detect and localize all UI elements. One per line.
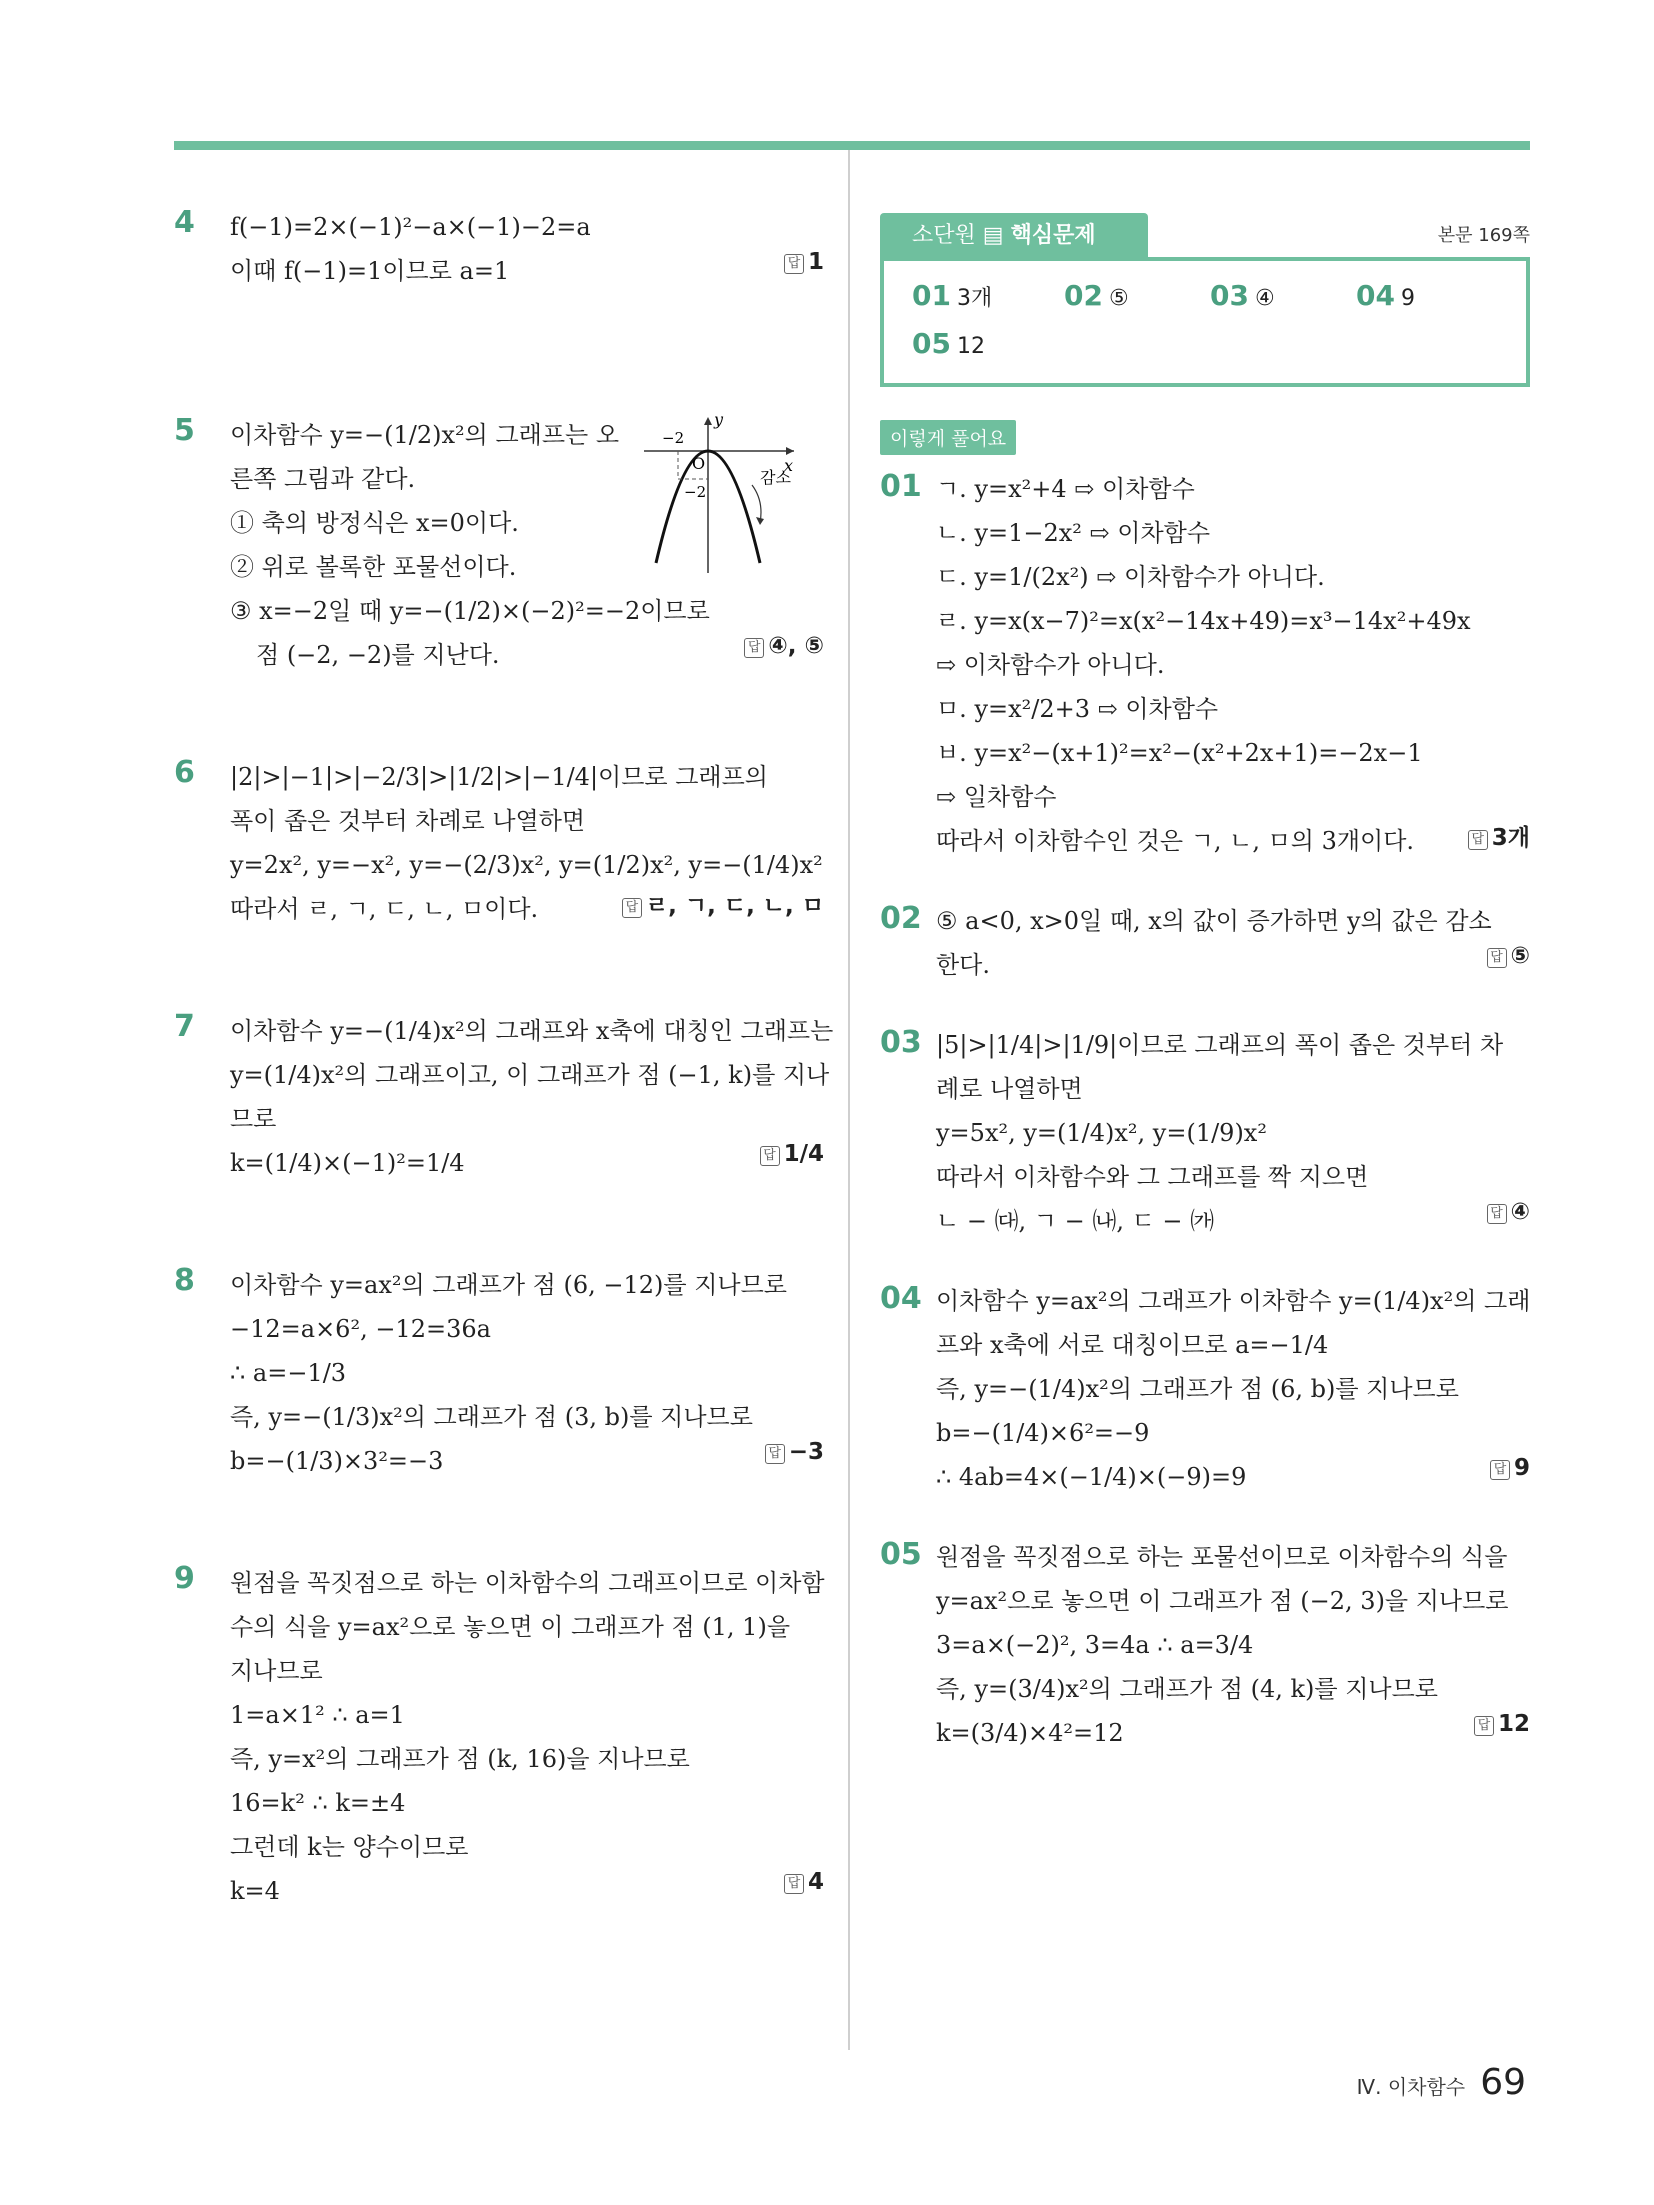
solution-line: 따라서 ㄹ, ㄱ, ㄷ, ㄴ, ㅁ이다. <box>230 895 539 923</box>
solution-line: |2|>|−1|>|−2/3|>|1/2|>|−1/4|이므로 그래프의 <box>230 763 768 791</box>
answer-value: −3 <box>788 1439 824 1465</box>
summary-header <box>880 213 1148 259</box>
answer <box>1487 1199 1530 1225</box>
solution-line: 한다. <box>936 951 990 979</box>
solution-line: 즉, y=x²의 그래프가 점 (k, 16)을 지나므로 <box>230 1745 690 1773</box>
solution-line: 즉, y=−(1/4)x²의 그래프가 점 (6, b)를 지나므로 <box>936 1375 1459 1403</box>
summary-prefix: 소단원 <box>912 223 976 248</box>
graph-y-label: y <box>714 413 724 429</box>
top-accent-bar <box>174 141 1530 150</box>
summary-item-value: ④ <box>1254 286 1275 311</box>
left-column <box>174 205 834 1991</box>
solution-line: 원점을 꼭짓점으로 하는 포물선이므로 이차함수의 식을 <box>936 1543 1508 1571</box>
graph-neg2-y: −2 <box>684 483 707 501</box>
graph-decrease-label: 감소 <box>760 468 791 487</box>
problem-8 <box>174 1263 824 1483</box>
solution-line: 수의 식을 y=ax²으로 놓으면 이 그래프가 점 (1, 1)을 <box>230 1613 791 1641</box>
summary-item-value: ⑤ <box>1108 286 1129 311</box>
solution-line: b=−(1/4)×6²=−9 <box>936 1419 1150 1447</box>
answer-value: 1 <box>807 249 824 275</box>
solution-line: 3=a×(−2)², 3=4a ∴ a=3/4 <box>936 1631 1254 1659</box>
summary-item-number: 04 <box>1356 279 1395 312</box>
solution-line: ∴ 4ab=4×(−1/4)×(−9)=9 <box>936 1463 1247 1491</box>
solution-number: 01 <box>880 469 922 504</box>
page-footer <box>1357 2062 1526 2103</box>
solution-line: b=−(1/3)×3²=−3 <box>230 1447 444 1475</box>
solution-02 <box>880 899 1530 987</box>
answer <box>622 887 824 920</box>
solution-line: |5|>|1/4|>|1/9|이므로 그래프의 폭이 좁은 것부터 차 <box>936 1031 1504 1059</box>
answer <box>1490 1455 1530 1481</box>
summary-item-number: 02 <box>1064 279 1103 312</box>
solution-line: 므로 <box>230 1105 277 1133</box>
solution-line: 례로 나열하면 <box>936 1075 1083 1103</box>
column-divider <box>848 150 850 2050</box>
problem-number: 4 <box>174 205 195 240</box>
solution-line: k=(3/4)×4²=12 <box>936 1719 1124 1747</box>
answer-value: 12 <box>1497 1711 1530 1737</box>
answer-tag-icon: 답 <box>1487 948 1507 968</box>
solution-line: 즉, y=−(1/3)x²의 그래프가 점 (3, b)를 지나므로 <box>230 1403 753 1431</box>
answer <box>1474 1711 1530 1737</box>
solution-line: ⇨ 일차함수 <box>936 783 1057 811</box>
answer-value: ④, ⑤ <box>768 633 824 659</box>
problem-7 <box>174 1009 834 1185</box>
answer <box>760 1141 824 1167</box>
summary-title: 핵심문제 <box>1010 223 1096 248</box>
solution-line: ㅁ. y=x²/2+3 ⇨ 이차함수 <box>936 695 1219 723</box>
solution-line: 프와 x축에 서로 대칭이므로 a=−1/4 <box>936 1331 1329 1359</box>
summary-item <box>1356 279 1415 312</box>
solution-line: 즉, y=(3/4)x²의 그래프가 점 (4, k)를 지나므로 <box>936 1675 1438 1703</box>
problem-number: 5 <box>174 413 195 448</box>
summary-item-number: 03 <box>1210 279 1249 312</box>
summary-item-value: 9 <box>1400 286 1415 311</box>
solution-05 <box>880 1535 1530 1755</box>
answer <box>1468 819 1530 852</box>
answer-tag-icon: 답 <box>1468 830 1488 850</box>
answer-value: ⑤ <box>1510 943 1530 969</box>
solution-number: 04 <box>880 1281 922 1316</box>
solution-line: 이차함수 y=ax²의 그래프가 이차함수 y=(1/4)x²의 그래 <box>936 1287 1531 1315</box>
solution-line: 이차함수 y=−(1/4)x²의 그래프와 x축에 대칭인 그래프는 <box>230 1017 834 1045</box>
solution-line: ⇨ 이차함수가 아니다. <box>936 651 1165 679</box>
solution-line: y=5x², y=(1/4)x², y=(1/9)x² <box>936 1119 1267 1147</box>
answer-tag-icon: 답 <box>622 898 642 918</box>
summary-answers-frame <box>880 257 1530 387</box>
answer-tag-icon: 답 <box>760 1146 780 1166</box>
solution-line: ㄴ. y=1−2x² ⇨ 이차함수 <box>936 519 1211 547</box>
solution-label: 이렇게 풀어요 <box>880 420 1016 455</box>
solution-01 <box>880 467 1530 863</box>
answer-value: 4 <box>807 1869 824 1895</box>
solution-line: ㄷ. y=1/(2x²) ⇨ 이차함수가 아니다. <box>936 563 1325 591</box>
answer-tag-icon: 답 <box>1490 1460 1510 1480</box>
answer-value: 9 <box>1513 1455 1530 1481</box>
solution-line: 이차함수 y=ax²의 그래프가 점 (6, −12)를 지나므로 <box>230 1271 787 1299</box>
book-icon: ▤ <box>982 223 1004 248</box>
problem-number: 6 <box>174 755 195 790</box>
solution-line: 이차함수 y=−(1/2)x²의 그래프는 오 <box>230 421 620 449</box>
answer <box>1487 943 1530 969</box>
graph-neg2-x: −2 <box>662 429 685 447</box>
answer <box>784 249 824 275</box>
answer-tag-icon: 답 <box>1487 1204 1507 1224</box>
solution-line: ㄱ. y=x²+4 ⇨ 이차함수 <box>936 475 1195 503</box>
summary-item <box>1210 279 1275 312</box>
answer-tag-icon: 답 <box>784 254 804 274</box>
problem-4 <box>174 205 824 293</box>
graph-x-label: x <box>784 456 794 475</box>
summary-box <box>880 205 1530 390</box>
answer-value: ④ <box>1510 1199 1530 1225</box>
graph-origin: O <box>692 454 706 473</box>
solution-line: 16=k² ∴ k=±4 <box>230 1789 406 1817</box>
parabola-graph <box>634 413 804 583</box>
solution-line: 이때 f(−1)=1이므로 a=1 <box>230 257 510 285</box>
answer-tag-icon: 답 <box>744 638 764 658</box>
solution-03 <box>880 1023 1530 1243</box>
summary-item-value: 12 <box>956 334 985 359</box>
answer-value: 3개 <box>1491 825 1530 851</box>
solution-line: y=2x², y=−x², y=−(2/3)x², y=(1/2)x², y=−(1/4)x² <box>230 851 823 879</box>
solution-line: ② 위로 볼록한 포물선이다. <box>230 553 517 581</box>
solution-line: k=4 <box>230 1877 280 1905</box>
footer-section: Ⅳ. 이차함수 <box>1356 2075 1466 2099</box>
answer <box>784 1869 824 1895</box>
page-number: 69 <box>1480 2062 1526 2103</box>
summary-page-ref: 본문 169쪽 <box>1437 225 1530 246</box>
answer-tag-icon: 답 <box>765 1444 785 1464</box>
problem-number: 8 <box>174 1263 195 1298</box>
solution-line: ㄹ. y=x(x−7)²=x(x²−14x+49)=x³−14x²+49x <box>936 607 1471 635</box>
solution-line: 1=a×1² ∴ a=1 <box>230 1701 405 1729</box>
solution-number: 02 <box>880 901 922 936</box>
solution-line: 폭이 좁은 것부터 차례로 나열하면 <box>230 807 586 835</box>
answer-value: 1/4 <box>783 1141 824 1167</box>
solution-line: −12=a×6², −12=36a <box>230 1315 491 1343</box>
answer-tag-icon: 답 <box>784 1874 804 1894</box>
summary-item <box>912 327 985 360</box>
solution-line: f(−1)=2×(−1)²−a×(−1)−2=a <box>230 213 591 241</box>
solution-line: ㅂ. y=x²−(x+1)²=x²−(x²+2x+1)=−2x−1 <box>936 739 1423 767</box>
solution-line: 른쪽 그림과 같다. <box>230 465 416 493</box>
problem-9 <box>174 1561 824 1913</box>
solution-line: ⑤ a<0, x>0일 때, x의 값이 증가하면 y의 값은 감소 <box>936 907 1492 935</box>
solution-line: ㄴ − ㈐, ㄱ − ㈏, ㄷ − ㈎ <box>936 1207 1215 1235</box>
solution-number: 05 <box>880 1537 922 1572</box>
solution-line: ∴ a=−1/3 <box>230 1359 347 1387</box>
answer <box>765 1439 824 1465</box>
answer-tag-icon: 답 <box>1474 1716 1494 1736</box>
summary-item-number: 01 <box>912 279 951 312</box>
answer <box>744 633 824 659</box>
summary-item <box>1064 279 1129 312</box>
solution-line: 점 (−2, −2)를 지난다. <box>256 641 500 669</box>
solution-line: y=ax²으로 놓으면 이 그래프가 점 (−2, 3)을 지나므로 <box>936 1587 1509 1615</box>
solution-line: k=(1/4)×(−1)²=1/4 <box>230 1149 465 1177</box>
solution-line: ③ x=−2일 때 y=−(1/2)×(−2)²=−2이므로 <box>230 597 710 625</box>
solution-line: 지나므로 <box>230 1657 323 1685</box>
solution-number: 03 <box>880 1025 922 1060</box>
problem-5 <box>174 413 824 677</box>
summary-item-number: 05 <box>912 327 951 360</box>
answer-value: ㄹ, ㄱ, ㄷ, ㄴ, ㅁ <box>645 893 824 919</box>
summary-item-value: 3개 <box>956 286 993 311</box>
solution-line: y=(1/4)x²의 그래프이고, 이 그래프가 점 (−1, k)를 지나 <box>230 1061 830 1089</box>
problem-number: 7 <box>174 1009 195 1044</box>
problem-number: 9 <box>174 1561 195 1596</box>
right-column <box>880 205 1530 1791</box>
summary-item <box>912 279 992 312</box>
solution-line: ① 축의 방정식은 x=0이다. <box>230 509 519 537</box>
problem-6 <box>174 755 824 931</box>
solution-line: 그런데 k는 양수이므로 <box>230 1833 469 1861</box>
solution-04 <box>880 1279 1530 1499</box>
solution-line: 따라서 이차함수인 것은 ㄱ, ㄴ, ㅁ의 3개이다. <box>936 827 1415 855</box>
solution-line: 원점을 꼭짓점으로 하는 이차함수의 그래프이므로 이차함 <box>230 1569 825 1597</box>
solution-line: 따라서 이차함수와 그 그래프를 짝 지으면 <box>936 1163 1369 1191</box>
